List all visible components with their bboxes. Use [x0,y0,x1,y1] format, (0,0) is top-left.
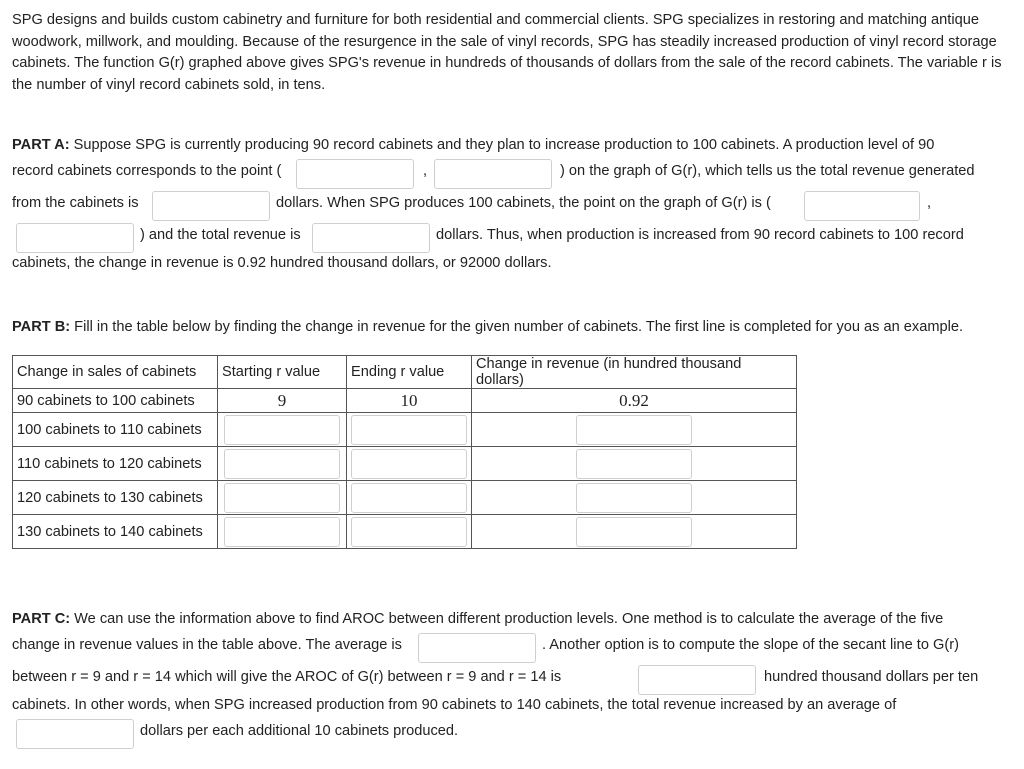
header-change-in-sales: Change in sales of cabinets [13,356,218,389]
header-ending-r: Ending r value [347,356,472,389]
table-row [13,447,797,481]
change-cell [472,447,797,481]
end-r-input[interactable] [351,483,467,513]
row-range: 100 cabinets to 110 cabinets [13,413,218,447]
part-c-line-5: dollars per each additional 10 cabinets produced. [140,723,459,739]
part-a-line-2b: ) on the graph of G(r), which tells us the total revenue generated [560,163,975,179]
start-r-cell [218,413,347,447]
example-range: 90 cabinets to 100 cabinets [13,389,218,413]
part-a-line-4a: ) and the total revenue is [140,227,301,243]
part-a-text-1: Suppose SPG is currently producing 90 record cabinets and they plan to increase production to 100 cabinets. A production level of 90 [73,137,935,153]
comma-separator: , [423,163,428,179]
point-y-input-100[interactable] [16,223,134,253]
revenue-input-90[interactable] [152,191,270,221]
start-r-cell [218,515,347,549]
part-c-line-4: cabinets. In other words, when SPG increased production from 90 cabinets to 140 cabinets, the total revenue increased by an average of [12,697,897,713]
point-x-input-90[interactable] [296,159,414,189]
part-a-line-5: cabinets, the change in revenue is 0.92 hundred thousand dollars, or 92000 dollars. [12,255,552,271]
part-c-line-1 [12,611,943,627]
start-r-input[interactable] [224,517,340,547]
part-a-line-1 [12,137,934,153]
table-row [13,481,797,515]
table-row-example [13,389,797,413]
row-range: 110 cabinets to 120 cabinets [13,447,218,481]
revenue-input-100[interactable] [312,223,430,253]
part-a-line-2a: record cabinets corresponds to the point ( [12,163,282,179]
part-a-line-3a: from the cabinets is [12,195,139,211]
part-c-label: PART C: [12,611,71,627]
part-a-line-4b: dollars. Thus, when production is increased from 90 record cabinets to 100 record [436,227,964,243]
point-y-input-90[interactable] [434,159,552,189]
change-input[interactable] [576,415,692,445]
change-input[interactable] [576,449,692,479]
end-r-cell [347,413,472,447]
end-r-cell [347,515,472,549]
header-change-in-revenue: Change in revenue (in hundred thousand dollars) [472,356,797,389]
start-r-input[interactable] [224,415,340,445]
part-c-text-1: We can use the information above to find AROC between different production levels. One method is to calculate the average of the five [74,611,944,627]
change-cell [472,515,797,549]
average-dollars-input[interactable] [16,719,134,749]
part-a-label: PART A: [12,137,70,153]
header-starting-r: Starting r value [218,356,347,389]
start-r-input[interactable] [224,483,340,513]
change-input[interactable] [576,517,692,547]
part-c-line-3b: hundred thousand dollars per ten [764,669,979,685]
part-c-line-2a: change in revenue values in the table above. The average is [12,637,402,653]
end-r-input[interactable] [351,449,467,479]
point-x-input-100[interactable] [804,191,920,221]
part-a-line-3b: dollars. When SPG produces 100 cabinets, the point on the graph of G(r) is ( [276,195,771,211]
change-input[interactable] [576,483,692,513]
end-r-input[interactable] [351,415,467,445]
comma-separator-2: , [927,195,932,211]
average-input[interactable] [418,633,536,663]
table-row [13,413,797,447]
row-range: 120 cabinets to 130 cabinets [13,481,218,515]
end-r-cell [347,481,472,515]
revenue-table [12,355,797,549]
table-row [13,515,797,549]
table-header-row [13,356,797,389]
example-end-r: 10 [347,389,472,413]
row-range: 130 cabinets to 140 cabinets [13,515,218,549]
example-change: 0.92 [472,389,797,413]
end-r-cell [347,447,472,481]
part-c-line-3a: between r = 9 and r = 14 which will give the AROC of G(r) between r = 9 and r = 14 is [12,669,562,685]
change-cell [472,481,797,515]
start-r-cell [218,447,347,481]
start-r-cell [218,481,347,515]
change-cell [472,413,797,447]
end-r-input[interactable] [351,517,467,547]
aroc-input[interactable] [638,665,756,695]
start-r-input[interactable] [224,449,340,479]
part-b-label: PART B: [12,319,71,335]
intro-paragraph: SPG designs and builds custom cabinetry and furniture for both residential and commercial clients. SPG specializes in restoring and matching antique woodwork, millwork, and moulding. Because of the resurgence in the sale of vinyl records, SPG has steadily increased production of vinyl record storage cabinets. The function G(r) graphed above gives SPG's revenue in hundreds of thousands of dollars from the sale of the record cabinets. The variable r is the number of vinyl record cabinets sold, in tens. [12,12,1002,93]
part-c-line-2b: . Another option is to compute the slope of the secant line to G(r) [542,637,959,653]
part-b-line [12,319,963,335]
part-b-text: Fill in the table below by finding the change in revenue for the given number of cabinets. The first line is completed for you as an example. [74,319,964,335]
example-start-r: 9 [218,389,347,413]
